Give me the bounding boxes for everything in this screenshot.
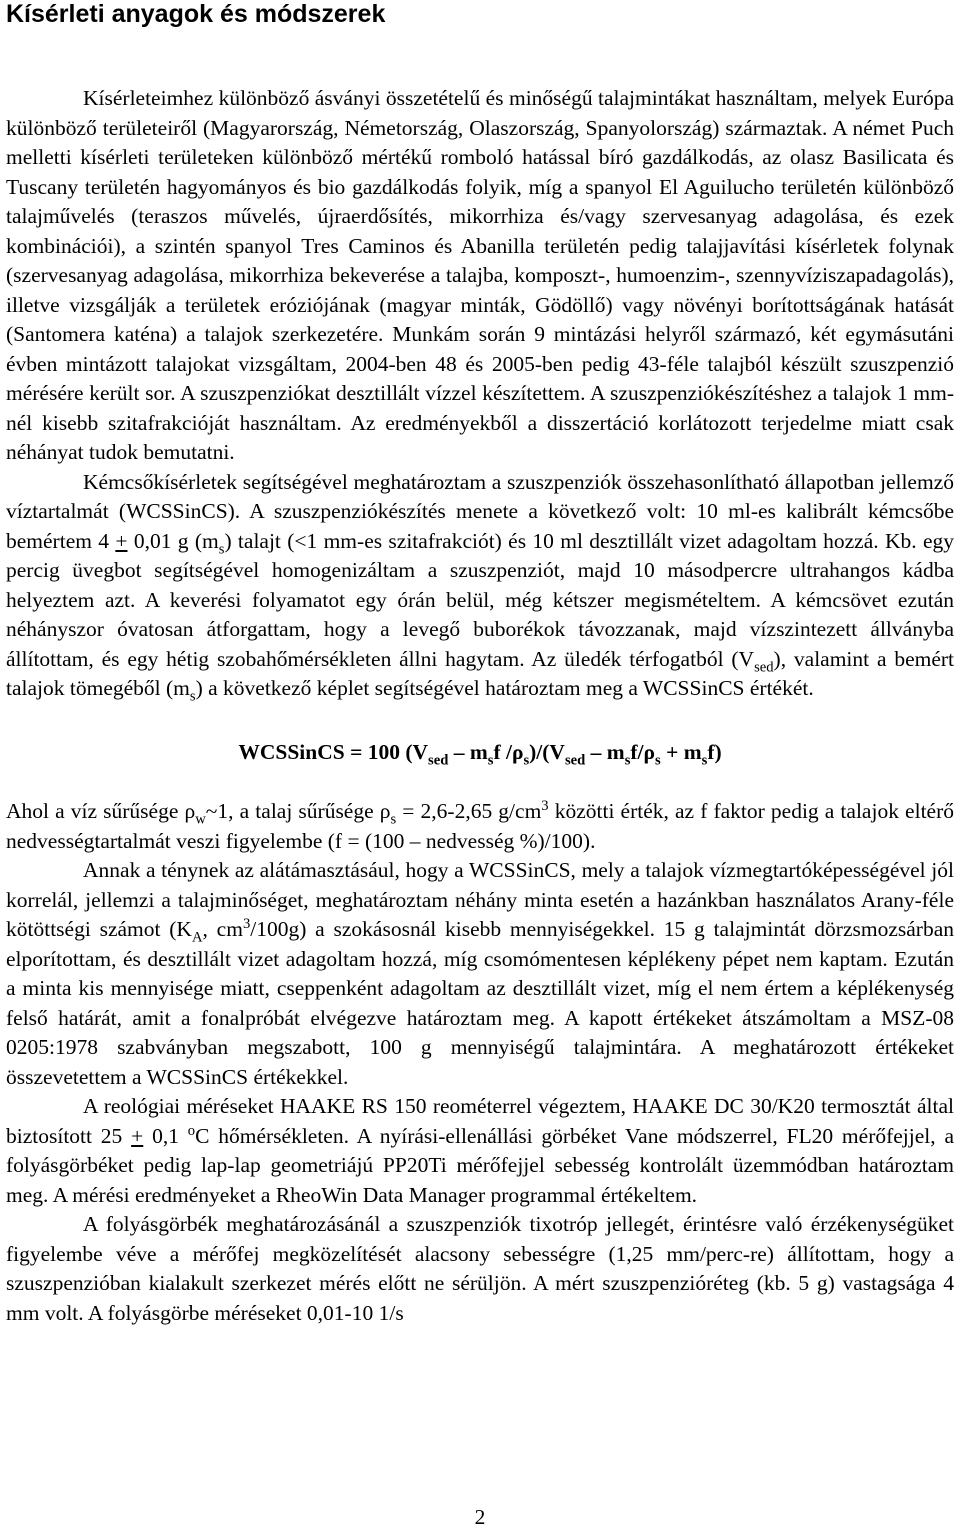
formula-subscript: s <box>523 751 530 768</box>
subscript: s <box>390 811 397 828</box>
formula-subscript: s <box>701 751 708 768</box>
text-run: ) a következő képlet segítségével határoztam meg a WCSSinCS értékét. <box>195 676 814 700</box>
paragraph-formula-explanation <box>6 797 954 856</box>
subscript: A <box>191 929 203 946</box>
formula-part: )/(V <box>529 739 565 764</box>
text-run: 0,1 <box>143 1123 188 1148</box>
text-run: A folyásgörbék meghatározásánál a szuszpenziók tixotróp jellegét, érintésre való érzékenységüket figyelembe véve a mérőfej megközelítését alacsony sebességre (1,25 mm/perc-re) állítottam, hogy a szuszpenzióban kialakult szerkezet mérés előtt ne sérüljön. A mért szuszpenzióréteg (kb. 5 g) vastagsága 4 mm volt. A folyásgörbe méréseket 0,01-10 1/s <box>6 1212 954 1325</box>
formula-subscript: s <box>624 751 631 768</box>
text-run: 0,01 g (m <box>127 528 219 553</box>
section-heading: Kísérleti anyagok és módszerek <box>6 0 386 28</box>
paragraph-samples <box>6 84 954 468</box>
paragraph-text: Kísérleteimhez különböző ásványi összetételű és minőségű talajmintákat használtam, melyek Európa különböző területeiről (Magyarország, Németország, Olaszország, Spanyolország) származtak. A német Puch melletti kísérleti területeken különböző mértékű romboló hatással bíró gazdálkodás, az olasz Basilicata és Tuscany területén hagyományos és bio gazdálkodás folyik, míg a spanyol El Aguilucho területén különböző talajművelés (teraszos művelés, újraerdősítés, mikorrhiza és/vagy szervesanyag adagolása, és ezek kombinációi), a szintén spanyol Tres Caminos és Abanilla területén pedig talajjavítási kísérletek folynak (szervesanyag adagolása, mikorrhiza bekeverése a talajba, komposzt-, humoenzim-, szennyvíziszapadagolás), illetve vizsgálják a területek eróziójának (magyar minták, Gödöllő) vagy növényi borítottságának hatását (Santomera katéna) a talajok szerkezetére. Munkám során 9 mintázási helyről származó, két egymásutáni évben mintázott talajokat vizsgáltam, 2004-ben 48 és 2005-ben pedig 43-féle talajból készült szuszpenzió mérésére került sor. A szuszpenziókat desztillált vízzel készítettem. A szuszpenziókészítéshez a talajok 1 mm-nél kisebb szitafrakcióját használtam. Az eredményekből a disszertáció korlátozott terjedelme miatt csak néhányat tudok bemutatni. <box>6 86 954 464</box>
text-run: /100g) a szokásosnál kisebb mennyiségekkel. 15 g talajmintát dörzsmozsárban elporítottam, és desztillált vizet adagoltam hozzá, míg csomómentesen képlékeny pépet nem kaptam. Ezután a minta kis mennyisége miatt, cseppenként adagoltam az desztillált vizet, míg el nem értem a képlékenység felső határát, amit a fonalpróbát elvégezve határoztam meg. A kapott értékeket átszámoltam a MSZ-08 0205:1978 szabványban megszabott, 100 g mennyiségű talajmintára. A meghatározott értékeket összevetettem a WCSSinCS értékekkel. <box>6 917 954 1089</box>
subscript: w <box>195 811 206 828</box>
paragraph-test-tube <box>6 468 954 704</box>
page-number: 2 <box>474 1505 486 1529</box>
formula-subscript: sed <box>428 751 449 768</box>
document-body <box>6 84 954 1328</box>
plus-minus-sign: + <box>131 1123 144 1148</box>
paragraph-rheology <box>6 1092 954 1210</box>
subscript: s <box>218 540 225 557</box>
formula-part: f) <box>707 739 722 764</box>
formula-part: f/ρ <box>630 739 656 764</box>
formula-part: – m <box>585 739 625 764</box>
formula-part: – m <box>448 739 488 764</box>
text-run: Kémcsőkísérletek segítségével meghatároztam a szuszpenziók összehasonlítható állapotban jellemző víztartalmát (WCSSinCS). A szuszpenziókészítés menete a következő volt: 10 ml-es kalibrált kémcsőbe bemértem 4 <box>6 469 954 553</box>
formula-subscript: s <box>655 751 661 768</box>
plus-minus-sign: + <box>115 528 128 553</box>
paragraph-arany-number <box>6 856 954 1092</box>
text-run: , cm <box>202 917 243 941</box>
formula-part: f /ρ <box>493 739 524 764</box>
subscript: s <box>189 688 196 705</box>
degree-superscript: o <box>187 1122 196 1139</box>
text-run: Annak a ténynek az alátámasztásául, hogy a WCSSinCS, mely a talajok vízmegtartóképességével jól korrelál, jellemzi a talajminőséget, meghatároztam néhány minta esetén a hazánkban használatos Arany-féle kötöttségi számot (K <box>6 858 954 941</box>
wcssincs-formula <box>6 738 954 768</box>
text-run: A reológiai méréseket HAAKE RS 150 reométerrel végeztem, HAAKE DC 30/K20 termosztát által biztosított 25 <box>6 1094 954 1148</box>
superscript: 3 <box>541 797 549 814</box>
superscript: 3 <box>242 915 251 932</box>
text-run: = 2,6-2,65 g/cm <box>396 799 542 823</box>
subscript: sed <box>754 658 774 675</box>
formula-part: + m <box>660 739 702 764</box>
text-run: ), valamint a bemért talajok tömegéből (m <box>6 646 955 700</box>
formula-part: WCSSinCS = 100 (V <box>238 739 429 764</box>
text-run: C hőmérsékleten. A nyírási-ellenállási görbéket Vane módszerrel, FL20 mérőfejjel, a folyásgörbéket pedig lap-lap geometriájú PP20Ti mérőfejjel sebesség kontrolált üzemmódban határoztam meg. A mérési eredményeket a RheoWin Data Manager programmal értékeltem. <box>6 1123 954 1207</box>
formula-subscript: s <box>487 751 494 768</box>
formula-subscript: sed <box>564 751 586 768</box>
text-run: közötti érték, az f faktor pedig a talajok eltérő nedvességtartalmát veszi figyelembe (f = (100 – nedvesség %)/100). <box>6 799 954 853</box>
paragraph-flow-curves <box>6 1210 954 1328</box>
text-run: ) talajt (<1 mm-es szitafrakciót) és 10 ml desztillált vizet adagoltam hozzá. Kb. egy percig üvegbot segítségével homogenizáltam a szuszpenziót, majd 10 másodpercre ultrahangos kádba helyeztem azt. A keverési folyamatot egy órán belül, még kétszer megismételtem. A kémcsövet ezután néhányszor óvatosan átforgattam, hogy a levegő buborékok távozzanak, majd vízszintezett állványba állítottam, és egy hétig szobahőmérsékleten állni hagytam. Az üledék térfogatból (V <box>6 528 954 671</box>
text-run: Ahol a víz sűrűsége ρ <box>6 799 196 823</box>
text-run: ~1, a talaj sűrűsége ρ <box>205 799 391 823</box>
